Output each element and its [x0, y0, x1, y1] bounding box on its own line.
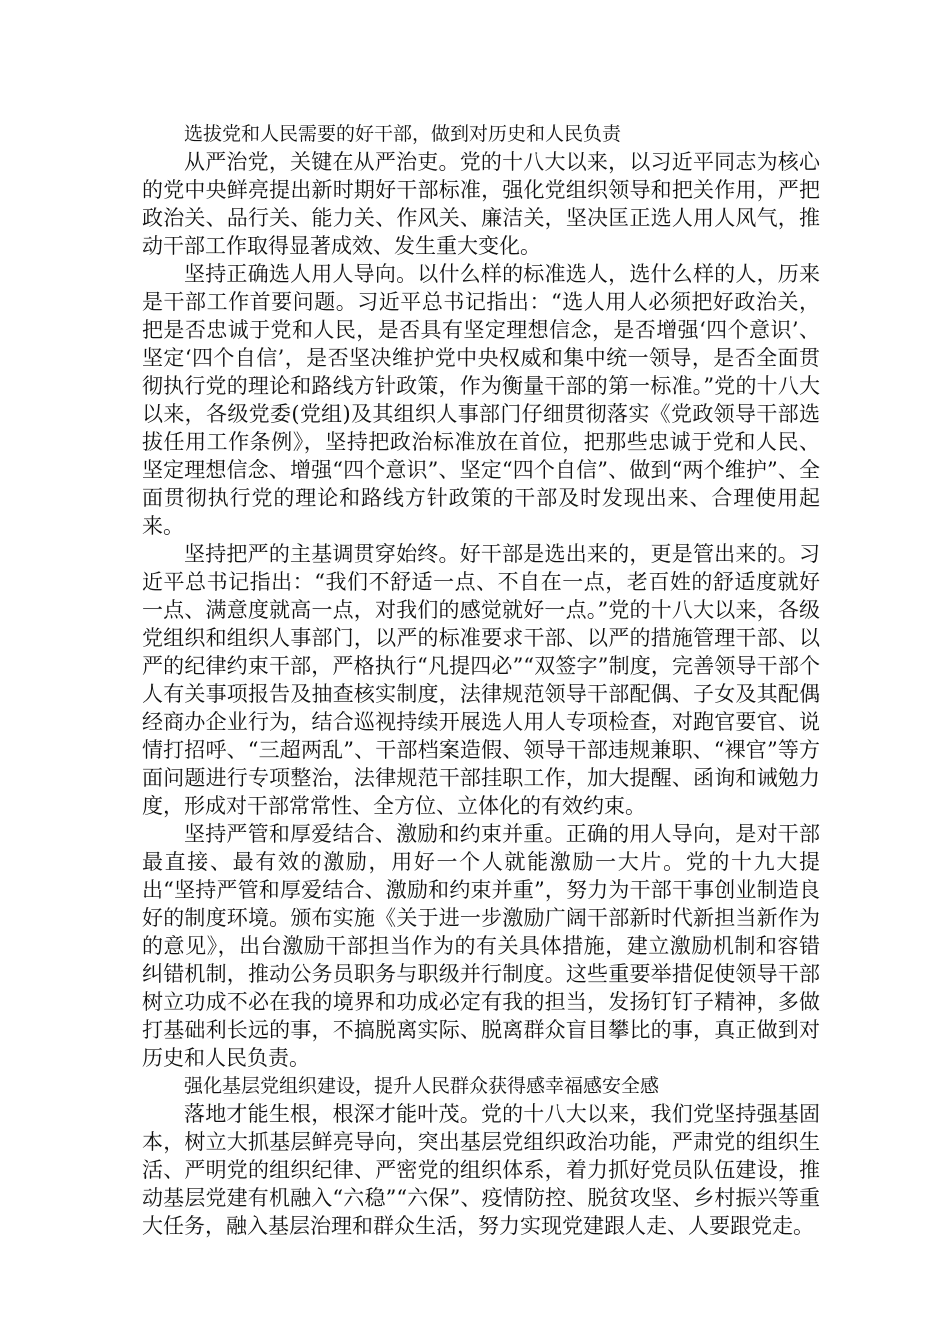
document-body — [142, 120, 820, 1240]
section-heading: 强化基层党组织建设，提升人民群众获得感幸福感安全感 — [184, 1075, 660, 1097]
paragraph: 坚持严管和厚爱结合、激励和约束并重。正确的用人导向，是对干部最直接、最有效的激励，用好一个人就能激励一大片。党的十九大提出“坚持严管和厚爱结合、激励和约束并重”，努力为干部干事创业制造良好的制度环境。颁布实施《关于进一步激励广阔干部新时代新担当新作为的意见》，出台激励干部担当作为的有关具体措施，建立激励机制和容错纠错机制，推动公务员职务与职级并行制度。这些重要举措促使领导干部树立功成不必在我的境界和功成必定有我的担当，发扬钉钉子精神，多做打基础利长远的事，不搞脱离实际、脱离群众盲目攀比的事，真正做到对历史和人民负责。 — [142, 822, 820, 1070]
section-heading: 选拔党和人民需要的好干部，做到对历史和人民负责 — [184, 123, 622, 145]
paragraph: 落地才能生根，根深才能叶茂。党的十八大以来，我们党坚持强基固本，树立大抓基层鲜亮导向，突出基层党组织政治功能，严肃党的组织生活、严明党的组织纪律、严密党的组织体系，着力抓好党员队伍建设，推动基层党建有机融入“六稳”“六保”、疫情防控、脱贫攻坚、乡村振兴等重大任务，融入基层治理和群众生活，努力实现党建跟人走、人要跟党走。 — [142, 1102, 820, 1238]
paragraph: 从严治党，关键在从严治吏。党的十八大以来，以习近平同志为核心的党中央鲜亮提出新时期好干部标准，强化党组织领导和把关作用，严把政治关、品行关、能力关、作风关、廉洁关，坚决匡正选人用人风气，推动干部工作取得显著成效、发生重大变化。 — [142, 150, 820, 258]
paragraph: 坚持把严的主基调贯穿始终。好干部是选出来的，更是管出来的。习近平总书记指出：“我们不舒适一点、不自在一点，老百姓的舒适度就好一点、满意度就高一点，对我们的感觉就好一点。”党的十八大以来，各级党组织和组织人事部门，以严的标准要求干部、以严的措施管理干部、以严的纪律约束干部，严格执行“凡提四必”“双签字”制度，完善领导干部个人有关事项报告及抽查核实制度，法律规范领导干部配偶、子女及其配偶经商办企业行为，结合巡视持续开展选人用人专项检查，对跑官要官、说情打招呼、“三超两乱”、干部档案造假、领导干部违规兼职、“裸官”等方面问题进行专项整治，法律规范干部挂职工作，加大提醒、函询和诫勉力度，形成对干部常常性、全方位、立体化的有效约束。 — [142, 542, 820, 818]
paragraph: 坚持正确选人用人导向。以什么样的标准选人，选什么样的人，历来是干部工作首要问题。习近平总书记指出：“选人用人必须把好政治关，把是否忠诚于党和人民，是否具有坚定理想信念，是否增强‘四个意识’、坚定‘四个自信’，是否坚决维护党中央权威和集中统一领导，是否全面贯彻执行党的理论和路线方针政策，作为衡量干部的第一标准。”党的十八大以来，各级党委(党组)及其组织人事部门仔细贯彻落实《党政领导干部选拔任用工作条例》，坚持把政治标准放在首位，把那些忠诚于党和人民、坚定理想信念、增强“四个意识”、坚定“四个自信”、做到“两个维护”、全面贯彻执行党的理论和路线方针政策的干部及时发现出来、合理使用起来。 — [142, 262, 820, 538]
